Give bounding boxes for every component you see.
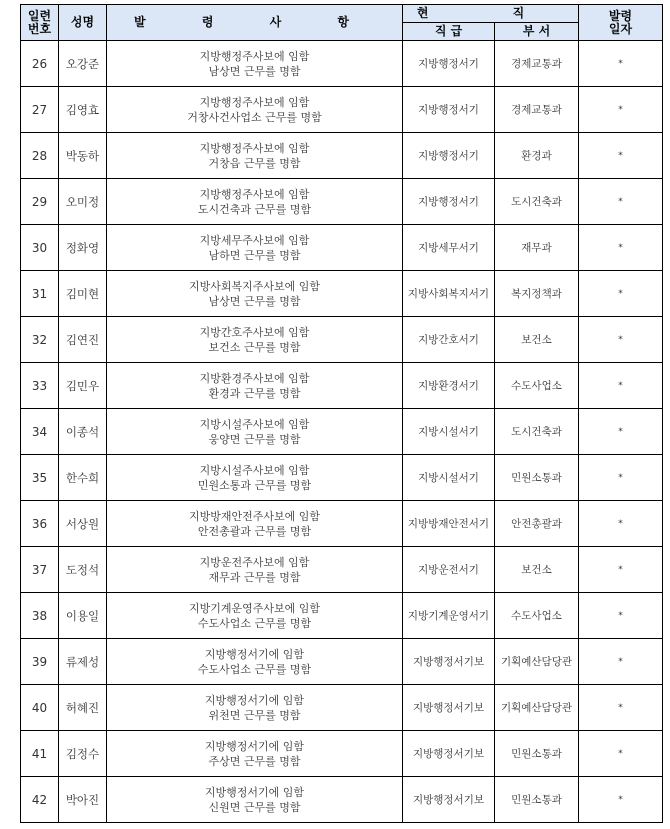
table-row [21,225,663,271]
order-details [107,225,403,271]
serial-number: 39 [21,639,59,685]
current-department: 민원소통과 [495,777,579,823]
table-row [21,685,663,731]
header-order: 발 령 사 항 [107,5,403,41]
current-grade: 지방행정서기보 [403,685,495,731]
order-line-1: 지방행정서기에 임함 [204,785,305,799]
header-current-position: 현 직 [403,5,579,23]
table-row [21,41,663,87]
current-grade: 지방방재안전서기 [403,501,495,547]
current-grade: 지방운전서기 [403,547,495,593]
current-department: 기획예산담당관 [495,685,579,731]
order-date: * [579,685,663,731]
current-department: 도시건축과 [495,409,579,455]
serial-number: 37 [21,547,59,593]
person-name: 오강준 [59,41,107,87]
serial-number: 42 [21,777,59,823]
order-line-2: 환경과 근무를 명함 [208,386,301,400]
current-grade: 지방행정서기 [403,179,495,225]
order-details [107,731,403,777]
current-grade: 지방행정서기 [403,133,495,179]
header-name: 성명 [59,5,107,41]
order-line-2: 도시건축과 근무를 명함 [197,202,312,216]
table-row [21,271,663,317]
order-date: * [579,593,663,639]
order-date: * [579,777,663,823]
current-department: 경제교통과 [495,87,579,133]
order-line-1: 지방행정서기에 임함 [204,693,305,707]
table-row [21,409,663,455]
person-name: 도정석 [59,547,107,593]
order-date: * [579,87,663,133]
current-grade: 지방세무서기 [403,225,495,271]
table-row [21,639,663,685]
order-details [107,317,403,363]
current-department: 수도사업소 [495,363,579,409]
order-line-1: 지방운전주사보에 임함 [199,555,310,569]
table-row [21,455,663,501]
current-grade: 지방행정서기보 [403,639,495,685]
table-row [21,363,663,409]
order-line-2: 위천면 근무를 명함 [208,708,301,722]
order-line-1: 지방세무주사보에 임함 [199,233,310,247]
serial-number: 32 [21,317,59,363]
person-name: 김정수 [59,731,107,777]
current-grade: 지방행정서기보 [403,731,495,777]
current-department: 환경과 [495,133,579,179]
order-line-2: 거창읍 근무를 명함 [208,156,301,170]
current-grade: 지방시설서기 [403,455,495,501]
table-row [21,777,663,823]
current-department: 보건소 [495,317,579,363]
order-line-1: 지방행정주사보에 임함 [199,95,310,109]
order-date: * [579,501,663,547]
current-department: 기획예산담당관 [495,639,579,685]
current-grade: 지방간호서기 [403,317,495,363]
header-grade: 직 급 [403,23,495,41]
order-details [107,639,403,685]
table-row [21,593,663,639]
order-line-1: 지방행정서기에 임함 [204,739,305,753]
table-row [21,501,663,547]
serial-number: 36 [21,501,59,547]
current-department: 민원소통과 [495,455,579,501]
serial-number: 34 [21,409,59,455]
serial-number: 31 [21,271,59,317]
order-date: * [579,133,663,179]
order-date: * [579,41,663,87]
order-line-2: 수도사업소 근무를 명함 [197,616,312,630]
table-row [21,547,663,593]
serial-number: 38 [21,593,59,639]
current-department: 경제교통과 [495,41,579,87]
table-row [21,731,663,777]
person-name: 김영효 [59,87,107,133]
order-line-1: 지방행정주사보에 임함 [199,141,310,155]
serial-number: 40 [21,685,59,731]
order-line-2: 웅양면 근무를 명함 [208,432,301,446]
table-row [21,179,663,225]
person-name: 박동하 [59,133,107,179]
table-row [21,87,663,133]
order-details [107,547,403,593]
order-line-2: 주상면 근무를 명함 [208,754,301,768]
order-line-2: 남상면 근무를 명함 [208,294,301,308]
order-line-1: 지방시설주사보에 임함 [199,417,310,431]
order-date: * [579,731,663,777]
serial-number: 35 [21,455,59,501]
current-department: 재무과 [495,225,579,271]
order-date: * [579,225,663,271]
header-serial-number: 일련 번호 [21,5,59,41]
serial-number: 29 [21,179,59,225]
order-line-1: 지방환경주사보에 임함 [199,371,310,385]
order-details [107,41,403,87]
order-details [107,501,403,547]
table-row [21,133,663,179]
person-name: 김연진 [59,317,107,363]
current-department: 수도사업소 [495,593,579,639]
person-name: 허혜진 [59,685,107,731]
order-line-1: 지방시설주사보에 임함 [199,463,310,477]
order-details [107,593,403,639]
order-details [107,179,403,225]
serial-number: 30 [21,225,59,271]
order-line-2: 보건소 근무를 명함 [208,340,301,354]
person-name: 박아진 [59,777,107,823]
serial-number: 26 [21,41,59,87]
current-department: 보건소 [495,547,579,593]
header-department: 부 서 [495,23,579,41]
serial-number: 27 [21,87,59,133]
order-line-1: 지방방재안전주사보에 임함 [188,509,320,523]
current-department: 복지정책과 [495,271,579,317]
order-date: * [579,547,663,593]
order-line-2: 재무과 근무를 명함 [208,570,301,584]
current-grade: 지방기계운영서기 [403,593,495,639]
order-date: * [579,639,663,685]
current-grade: 지방행정서기 [403,87,495,133]
person-name: 한수희 [59,455,107,501]
person-name: 김민우 [59,363,107,409]
order-details [107,271,403,317]
current-department: 민원소통과 [495,731,579,777]
order-line-2: 남상면 근무를 명함 [208,64,301,78]
order-line-2: 남하면 근무를 명함 [208,248,301,262]
order-details [107,777,403,823]
person-name: 서상원 [59,501,107,547]
person-name: 이용일 [59,593,107,639]
current-grade: 지방시설서기 [403,409,495,455]
order-line-1: 지방기계운영주사보에 임함 [188,601,320,615]
order-date: * [579,179,663,225]
order-line-1: 지방간호주사보에 임함 [199,325,310,339]
header-order-date: 발령 일자 [579,5,663,41]
order-details [107,409,403,455]
order-date: * [579,363,663,409]
current-department: 도시건축과 [495,179,579,225]
current-department: 안전총괄과 [495,501,579,547]
person-name: 오미정 [59,179,107,225]
order-date: * [579,317,663,363]
person-name: 정화영 [59,225,107,271]
order-line-2: 거창사건사업소 근무를 명함 [187,110,322,124]
order-details [107,455,403,501]
order-date: * [579,409,663,455]
order-line-2: 수도사업소 근무를 명함 [197,662,312,676]
order-line-1: 지방사회복지주사보에 임함 [188,279,320,293]
current-grade: 지방환경서기 [403,363,495,409]
order-line-1: 지방행정서기에 임함 [204,647,305,661]
order-line-2: 안전총괄과 근무를 명함 [197,524,312,538]
order-line-2: 민원소통과 근무를 명함 [197,478,312,492]
order-line-1: 지방행정주사보에 임함 [199,49,310,63]
person-name: 류제성 [59,639,107,685]
order-date: * [579,271,663,317]
serial-number: 33 [21,363,59,409]
table-row [21,317,663,363]
order-details [107,363,403,409]
current-grade: 지방행정서기보 [403,777,495,823]
person-name: 김미현 [59,271,107,317]
order-details [107,685,403,731]
serial-number: 41 [21,731,59,777]
order-details [107,87,403,133]
order-date: * [579,455,663,501]
current-grade: 지방사회복지서기 [403,271,495,317]
person-name: 이종석 [59,409,107,455]
serial-number: 28 [21,133,59,179]
personnel-order-table [20,4,663,823]
order-details [107,133,403,179]
order-line-2: 신원면 근무를 명함 [208,800,301,814]
current-grade: 지방행정서기 [403,41,495,87]
order-line-1: 지방행정주사보에 임함 [199,187,310,201]
